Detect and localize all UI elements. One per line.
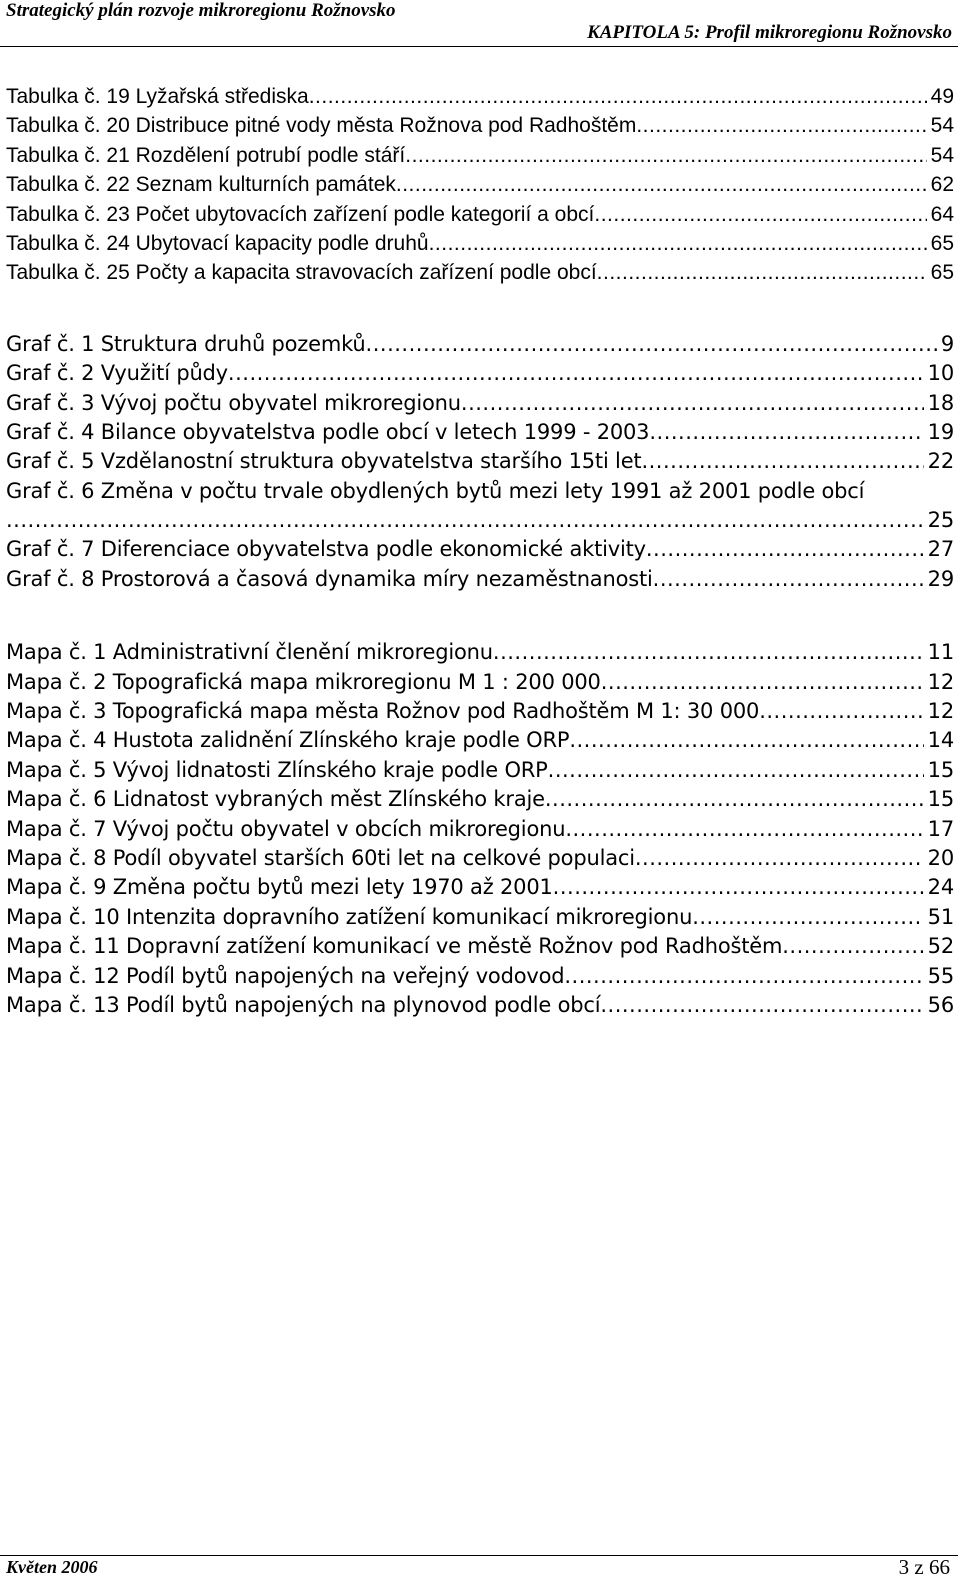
- entry-label: Graf č. 1 Struktura druhů pozemků: [6, 331, 366, 356]
- dot-leader: [396, 170, 927, 199]
- entry-label: Mapa č. 1 Administrativní členění mikroregionu: [6, 640, 493, 665]
- entry-page: 12: [927, 699, 954, 724]
- toc-map-entry[interactable]: [6, 726, 954, 755]
- entry-page: 52: [927, 934, 954, 959]
- dot-leader: [569, 726, 923, 755]
- dot-leader: [594, 200, 926, 229]
- dot-leader: [429, 229, 927, 258]
- dot-leader: [565, 815, 923, 844]
- entry-label: Mapa č. 6 Lidnatost vybraných měst Zlínského kraje: [6, 787, 545, 812]
- dot-leader: [405, 141, 926, 170]
- entry-page: 54: [930, 143, 954, 167]
- toc-map-entry[interactable]: [6, 638, 954, 667]
- entry-page: 19: [927, 419, 954, 444]
- entry-page: 11: [927, 640, 954, 665]
- tables-list: [6, 82, 954, 288]
- dot-leader: [493, 638, 924, 667]
- entry-page: 15: [927, 787, 954, 812]
- entry-label: Mapa č. 3 Topografická mapa města Rožnov pod Radhoštěm M 1: 30 000: [6, 699, 760, 724]
- toc-table-entry[interactable]: [6, 82, 954, 111]
- dot-leader: [461, 389, 924, 418]
- entry-page: 62: [930, 173, 954, 197]
- chapter-title: KAPITOLA 5: Profil mikroregionu Rožnovsko: [587, 22, 952, 43]
- entry-page: 65: [930, 261, 954, 285]
- table-of-contents: [6, 82, 954, 1020]
- toc-map-entry[interactable]: [6, 873, 954, 902]
- entry-page: 9: [940, 331, 954, 356]
- dot-leader: [646, 535, 924, 564]
- dot-leader: [636, 111, 926, 140]
- entry-page: 22: [927, 449, 954, 474]
- toc-graph-entry[interactable]: [6, 389, 954, 418]
- entry-page: 14: [927, 728, 954, 753]
- dot-leader: [759, 697, 923, 726]
- entry-page: 64: [930, 202, 954, 226]
- page-footer: [0, 1555, 960, 1585]
- toc-graph-entry[interactable]: [6, 535, 954, 564]
- maps-list: [6, 638, 954, 1020]
- entry-label: Mapa č. 8 Podíl obyvatel starších 60ti let na celkové populaci: [6, 845, 635, 870]
- toc-graph-entry[interactable]: [6, 565, 954, 594]
- header-divider: [0, 46, 958, 47]
- entry-page: 27: [927, 537, 954, 562]
- dot-leader: [782, 932, 923, 961]
- toc-map-entry[interactable]: [6, 785, 954, 814]
- dot-leader: [309, 82, 927, 111]
- entry-label: Tabulka č. 21 Rozdělení potrubí podle stáří: [6, 143, 406, 167]
- toc-table-entry[interactable]: [6, 200, 954, 229]
- entry-label: Tabulka č. 20 Distribuce pitné vody města Rožnova pod Radhoštěm: [6, 114, 637, 138]
- entry-label: Tabulka č. 25 Počty a kapacita stravovacích zařízení podle obcí: [6, 261, 597, 285]
- entry-label: Graf č. 4 Bilance obyvatelstva podle obcí v letech 1999 - 2003: [6, 419, 650, 444]
- entry-page: 20: [927, 845, 954, 870]
- toc-table-entry[interactable]: [6, 170, 954, 199]
- toc-map-entry[interactable]: [6, 668, 954, 697]
- toc-graph-entry[interactable]: [6, 477, 954, 506]
- entry-label: Mapa č. 7 Vývoj počtu obyvatel v obcích mikroregionu: [6, 816, 566, 841]
- graphs-list: [6, 330, 954, 595]
- dot-leader: [597, 258, 927, 287]
- dot-leader: [366, 330, 937, 359]
- toc-table-entry[interactable]: [6, 258, 954, 287]
- entry-page: 55: [927, 963, 954, 988]
- entry-page: 65: [930, 231, 954, 255]
- footer-divider: [0, 1555, 958, 1556]
- document-title: Strategický plán rozvoje mikroregionu Rožnovsko: [6, 0, 396, 21]
- toc-table-entry[interactable]: [6, 141, 954, 170]
- entry-page: 17: [927, 816, 954, 841]
- entry-label: Graf č. 8 Prostorová a časová dynamika míry nezaměstnanosti: [6, 566, 653, 591]
- dot-leader: [600, 991, 923, 1020]
- toc-graph-entry[interactable]: [6, 359, 954, 388]
- entry-page: 24: [927, 875, 954, 900]
- entry-label: Mapa č. 9 Změna počtu bytů mezi lety 1970 až 2001: [6, 875, 553, 900]
- toc-map-entry[interactable]: [6, 932, 954, 961]
- dot-leader: [653, 565, 924, 594]
- entry-page: 12: [927, 669, 954, 694]
- entry-label: Graf č. 7 Diferenciace obyvatelstva podle ekonomické aktivity: [6, 537, 646, 562]
- dot-leader: [6, 506, 924, 535]
- entry-label: Mapa č. 12 Podíl bytů napojených na veřejný vodovod: [6, 963, 565, 988]
- entry-label: Mapa č. 11 Dopravní zatížení komunikací ve městě Rožnov pod Radhoštěm: [6, 934, 783, 959]
- entry-label: Mapa č. 10 Intenzita dopravního zatížení komunikací mikroregionu: [6, 904, 693, 929]
- entry-label: Mapa č. 13 Podíl bytů napojených na plynovod podle obcí: [6, 992, 601, 1017]
- entry-label: Mapa č. 2 Topografická mapa mikroregionu M 1 : 200 000: [6, 669, 601, 694]
- dot-leader: [548, 756, 924, 785]
- entry-page: 25: [927, 508, 954, 533]
- dot-leader: [641, 447, 923, 476]
- dot-leader: [635, 844, 924, 873]
- toc-graph-entry[interactable]: [6, 418, 954, 447]
- footer-date: Květen 2006: [6, 1557, 98, 1577]
- entry-page: 51: [927, 904, 954, 929]
- toc-table-entry[interactable]: [6, 229, 954, 258]
- entry-label: Mapa č. 4 Hustota zalidnění Zlínského kraje podle ORP: [6, 728, 570, 753]
- entry-page: 29: [927, 566, 954, 591]
- toc-map-entry[interactable]: [6, 903, 954, 932]
- entry-label: Tabulka č. 24 Ubytovací kapacity podle druhů: [6, 231, 429, 255]
- toc-graph-entry[interactable]: [6, 447, 954, 476]
- toc-graph-entry[interactable]: [6, 330, 954, 359]
- toc-map-entry[interactable]: [6, 697, 954, 726]
- entry-page: 18: [927, 390, 954, 415]
- entry-label: Mapa č. 5 Vývoj lidnatosti Zlínského kraje podle ORP: [6, 757, 548, 782]
- entry-label: Graf č. 3 Vývoj počtu obyvatel mikroregionu: [6, 390, 461, 415]
- dot-leader: [545, 785, 924, 814]
- dot-leader: [228, 359, 924, 388]
- dot-leader: [649, 418, 923, 447]
- toc-map-entry[interactable]: [6, 962, 954, 991]
- dot-leader: [553, 873, 924, 902]
- entry-label: Graf č. 5 Vzdělanostní struktura obyvatelstva staršího 15ti let: [6, 449, 642, 474]
- toc-map-entry[interactable]: [6, 756, 954, 785]
- entry-label: Graf č. 2 Využití půdy: [6, 361, 228, 386]
- entry-label: Graf č. 6 Změna v počtu trvale obydlených bytů mezi lety 1991 až 2001 podle obcí: [6, 478, 865, 503]
- entry-page: 56: [927, 992, 954, 1017]
- entry-label: Tabulka č. 23 Počet ubytovacích zařízení podle kategorií a obcí: [6, 202, 595, 226]
- entry-label: Tabulka č. 22 Seznam kulturních památek: [6, 173, 396, 197]
- dot-leader: [601, 668, 924, 697]
- page-header: [0, 0, 960, 48]
- entry-continuation: [6, 506, 954, 535]
- entry-page: 15: [927, 757, 954, 782]
- entry-label: Tabulka č. 19 Lyžařská střediska: [6, 85, 309, 108]
- page-number: 3 z 66: [898, 1555, 950, 1579]
- entry-page: 49: [930, 85, 954, 108]
- toc-map-entry[interactable]: [6, 815, 954, 844]
- toc-table-entry[interactable]: [6, 111, 954, 140]
- dot-leader: [564, 962, 923, 991]
- toc-map-entry[interactable]: [6, 844, 954, 873]
- dot-leader: [692, 903, 923, 932]
- entry-page: 54: [930, 114, 954, 138]
- toc-map-entry[interactable]: [6, 991, 954, 1020]
- entry-page: 10: [927, 361, 954, 386]
